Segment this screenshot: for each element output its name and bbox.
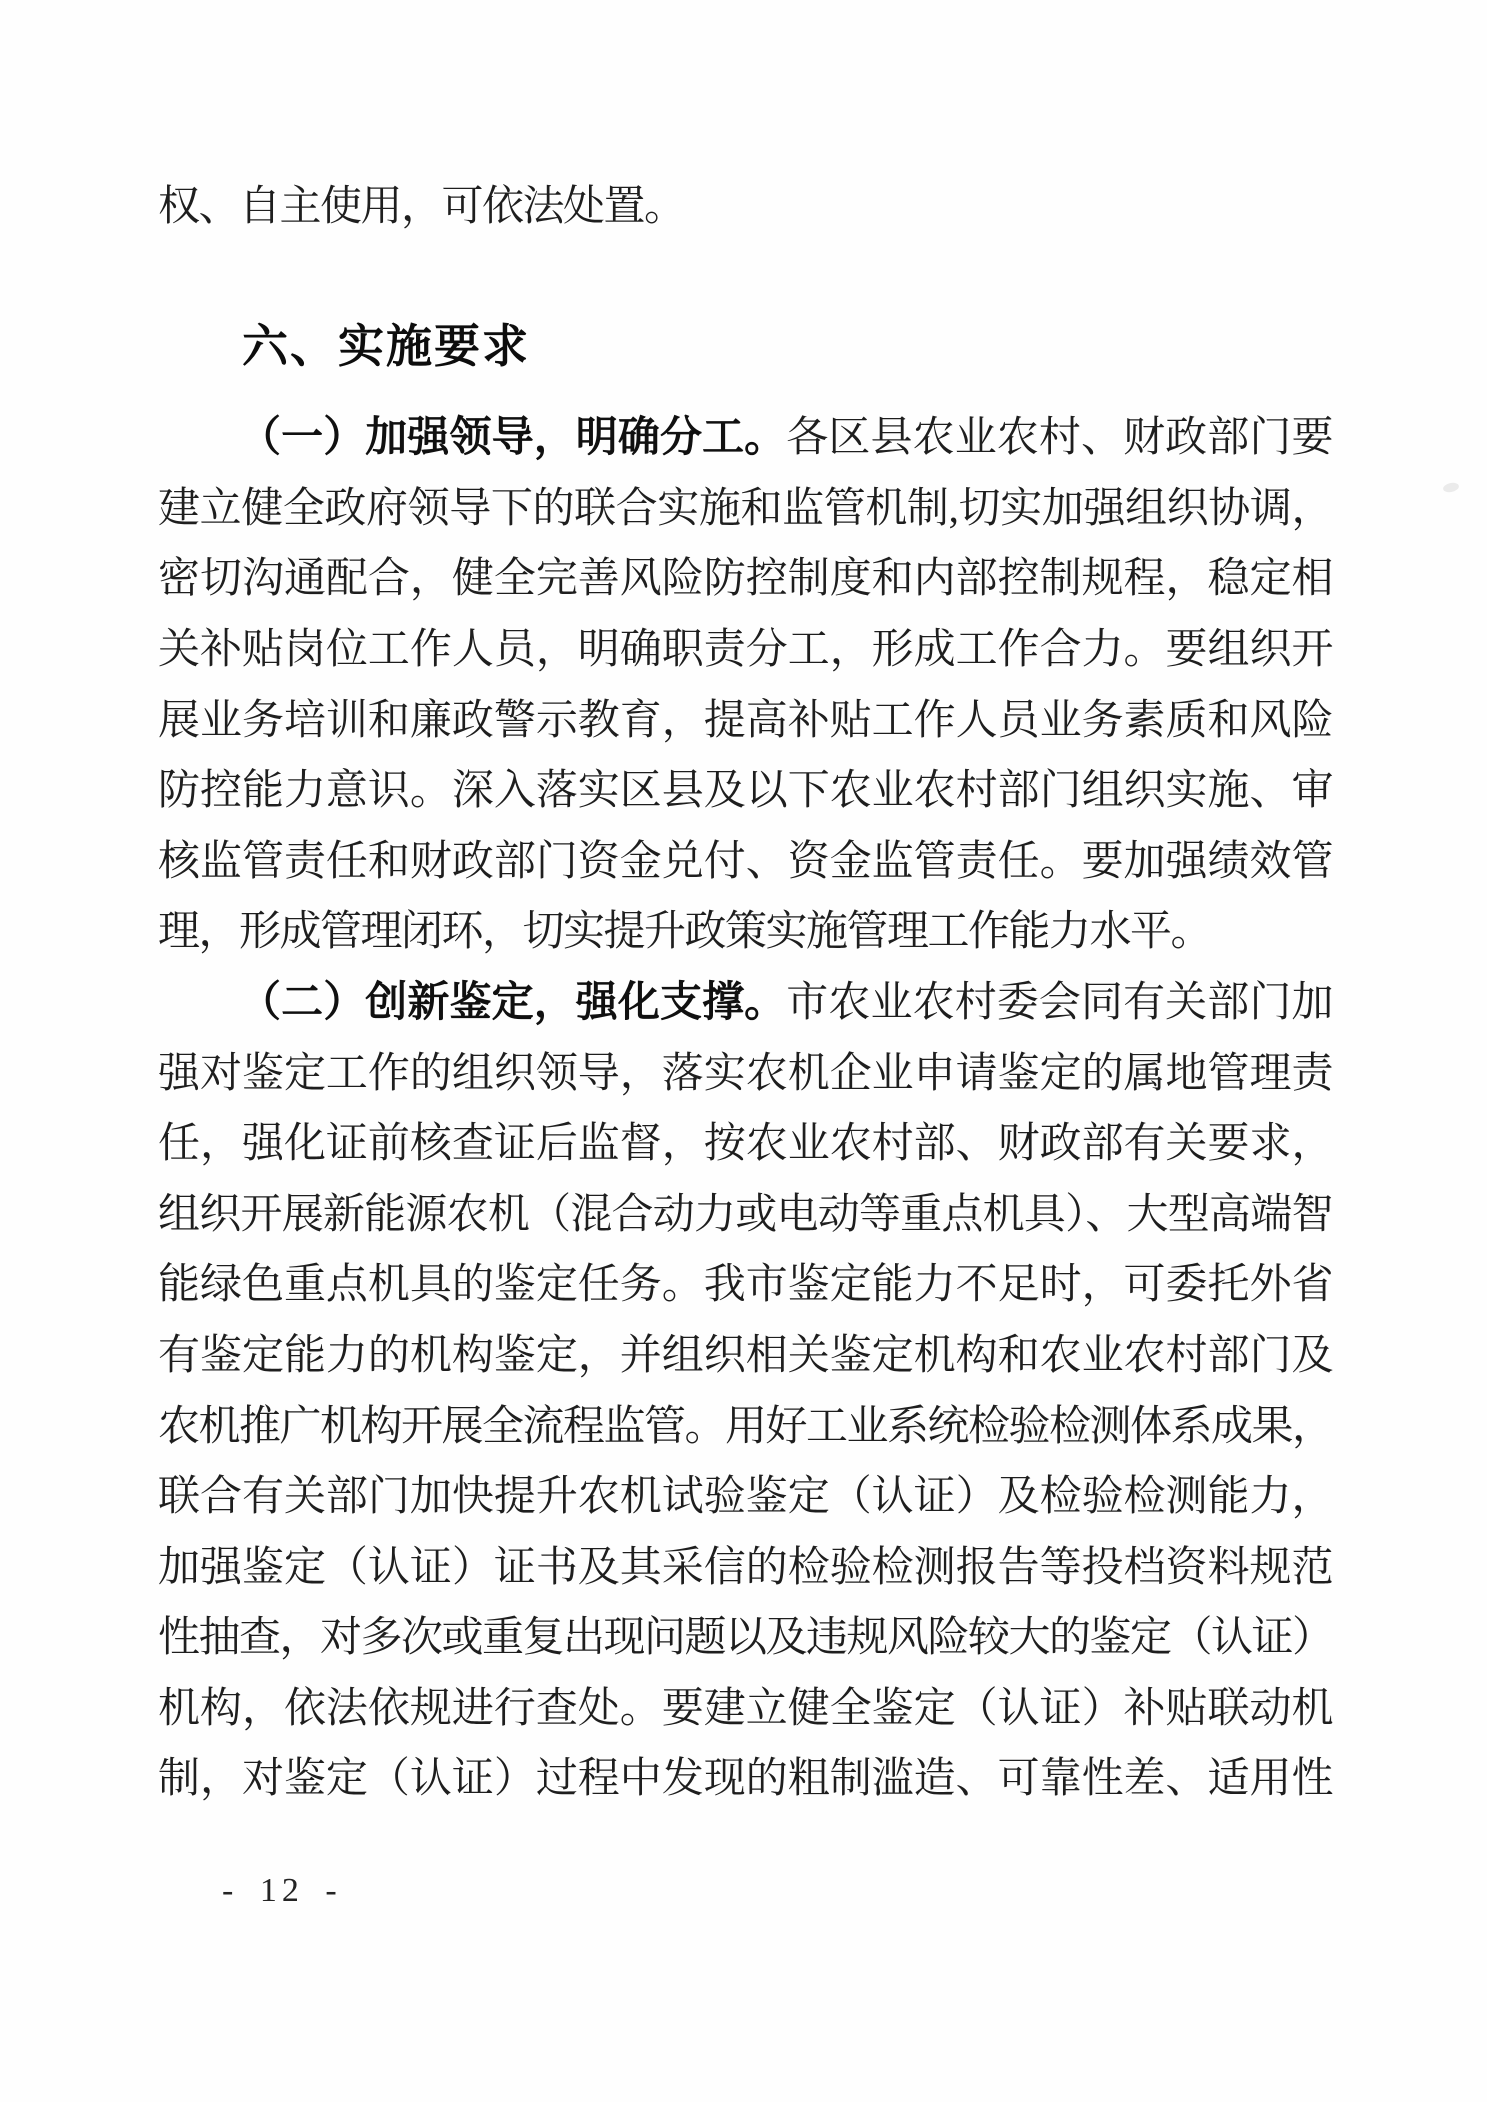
paragraph-first-line [158, 403, 1332, 474]
paragraph-lead: （一）加强领导，明确分工。 [239, 415, 787, 462]
document-body [158, 172, 1332, 1815]
body-line: 关补贴岗位工作人员，明确职责分工，形成工作合力。要组织开 [158, 626, 1332, 673]
body-line: 密切沟通配合，健全完善风险防控制度和内部控制规程，稳定相 [158, 556, 1332, 603]
paragraph-lead: （二）创新鉴定，强化支撑。 [239, 979, 787, 1026]
body-line: 核监管责任和财政部门资金兑付、资金监管责任。要加强绩效管 [158, 838, 1332, 885]
paragraph-text: 各区县农业农村、财政部门要 [786, 415, 1332, 462]
body-line: 加强鉴定（认证）证书及其采信的检验检测报告等投档资料规范 [158, 1544, 1332, 1591]
body-line: 理，形成管理闭环，切实提升政策实施管理工作能力水平。 [158, 909, 1212, 956]
body-line: 权、自主使用，可依法处置。 [158, 184, 685, 230]
body-line: 制，对鉴定（认证）过程中发现的粗制滥造、可靠性差、适用性 [158, 1756, 1332, 1803]
body-line: 任，强化证前核查证后监督，按农业农村部、财政部有关要求， [158, 1121, 1332, 1168]
body-line: 性抽查，对多次或重复出现问题以及违规风险较大的鉴定（认证） [158, 1615, 1333, 1662]
body-line: 机构，依法依规进行查处。要建立健全鉴定（认证）补贴联动机 [158, 1685, 1332, 1732]
body-line: 展业务培训和廉政警示教育，提高补贴工作人员业务素质和风险 [158, 697, 1332, 744]
body-line: 能绿色重点机具的鉴定任务。我市鉴定能力不足时，可委托外省 [158, 1262, 1332, 1309]
scan-artifact [1442, 481, 1460, 493]
body-line: 建立健全政府领导下的联合实施和监管机制,切实加强组织协调， [158, 485, 1332, 532]
body-line: 组织开展新能源农机（混合动力或电动等重点机具）、大型高端智 [158, 1191, 1332, 1238]
body-line: 强对鉴定工作的组织领导，落实农机企业申请鉴定的属地管理责 [158, 1050, 1332, 1097]
body-line: 农机推广机构开展全流程监管。用好工业系统检验检测体系成果， [158, 1403, 1333, 1450]
body-line: 防控能力意识。深入落实区县及以下农业农村部门组织实施、审 [158, 768, 1332, 815]
section-heading: 六、实施要求 [242, 319, 530, 372]
body-line: 联合有关部门加快提升农机试验鉴定（认证）及检验检测能力， [158, 1474, 1332, 1521]
paragraph-text: 市农业农村委会同有关部门加 [786, 979, 1332, 1026]
page-number: - 12 - [222, 1872, 342, 1909]
body-line: 有鉴定能力的机构鉴定，并组织相关鉴定机构和农业农村部门及 [158, 1332, 1332, 1379]
paragraph-first-line [158, 968, 1332, 1039]
